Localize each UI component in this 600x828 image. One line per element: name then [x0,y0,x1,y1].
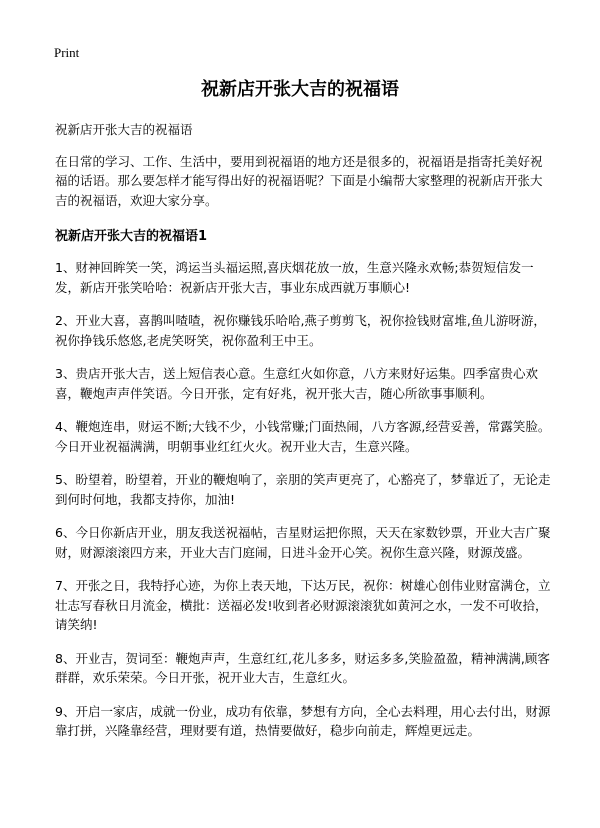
intro-paragraph: 在日常的学习、工作、生活中，要用到祝福语的地方还是很多的，祝福语是指寄托美好祝福的话语。那么要怎样才能写得出好的祝福语呢？下面是小编帮大家整理的祝新店开张大吉的祝福语，欢迎大家分享。 [55,153,543,208]
blessing-item: 7、开张之日，我特抒心迹，为你上表天地，下达万民，祝你：树雄心创伟业财富满仓，立壮志写春秋日月流金，横批：送福必发!收到者必财源滚滚犹如黄河之水，一发不可收拾，请笑纳! [55,578,551,632]
blessing-item: 3、贵店开张大吉，送上短信表心意。生意红火如你意，八方来财好运集。四季富贵心欢喜，鞭炮声声伴笑语。今日开张，定有好兆，祝开张大吉，随心所欲事事顺利。 [55,366,538,401]
blessing-item: 9、开启一家店，成就一份业，成功有依靠，梦想有方向，全心去料理，用心去付出，财源靠打拼，兴隆靠经营，理财要有道，热情要做好，稳步向前走，辉煌更远走。 [55,703,551,738]
blessing-item: 1、财神回眸笑一笑，鸿运当头福运照,喜庆烟花放一放，生意兴隆永欢畅;恭贺短信发一发，新店开张笑哈哈：祝新店开张大吉，事业东成西就万事顺心! [55,260,534,295]
article-body [55,120,553,755]
section-heading: 祝新店开张大吉的祝福语1 [55,229,208,244]
blessing-item: 2、开业大喜，喜鹊叫喳喳，祝你赚钱乐哈哈,燕子剪剪飞，祝你捡钱财富堆,鱼儿游呀游，祝你挣钱乐悠悠,老虎笑呀笑，祝你盈利王中王。 [55,313,546,348]
blessing-item: 8、开业吉，贺词至：鞭炮声声，生意红红,花儿多多，财运多多,笑脸盈盈，精神满满,顾客群群，欢乐荣荣。今日开张，祝开业大吉，生意红火。 [55,650,550,685]
blessing-item: 5、盼望着，盼望着，开业的鞭炮响了，亲朋的笑声更亮了，心豁亮了，梦靠近了，无论走到何时何地，我都支持你，加油! [55,472,551,507]
blessing-item: 6、今日你新店开业，朋友我送祝福帖，吉星财运把你照，天天在家数钞票，开业大吉广聚财，财源滚滚四方来，开业大吉门庭闹，日进斗金开心笑。祝你生意兴隆，财源茂盛。 [55,525,551,560]
page-title: 祝新店开张大吉的祝福语 [201,79,399,100]
article-subtitle: 祝新店开张大吉的祝福语 [55,122,193,137]
print-link[interactable]: Print [54,45,80,60]
blessing-item: 4、鞭炮连串，财运不断;大钱不少，小钱常赚;门面热闹，八方客源,经营妥善，常露笑脸。今日开业祝福满满，明朝事业红红火火。祝开业大吉，生意兴隆。 [55,419,551,454]
